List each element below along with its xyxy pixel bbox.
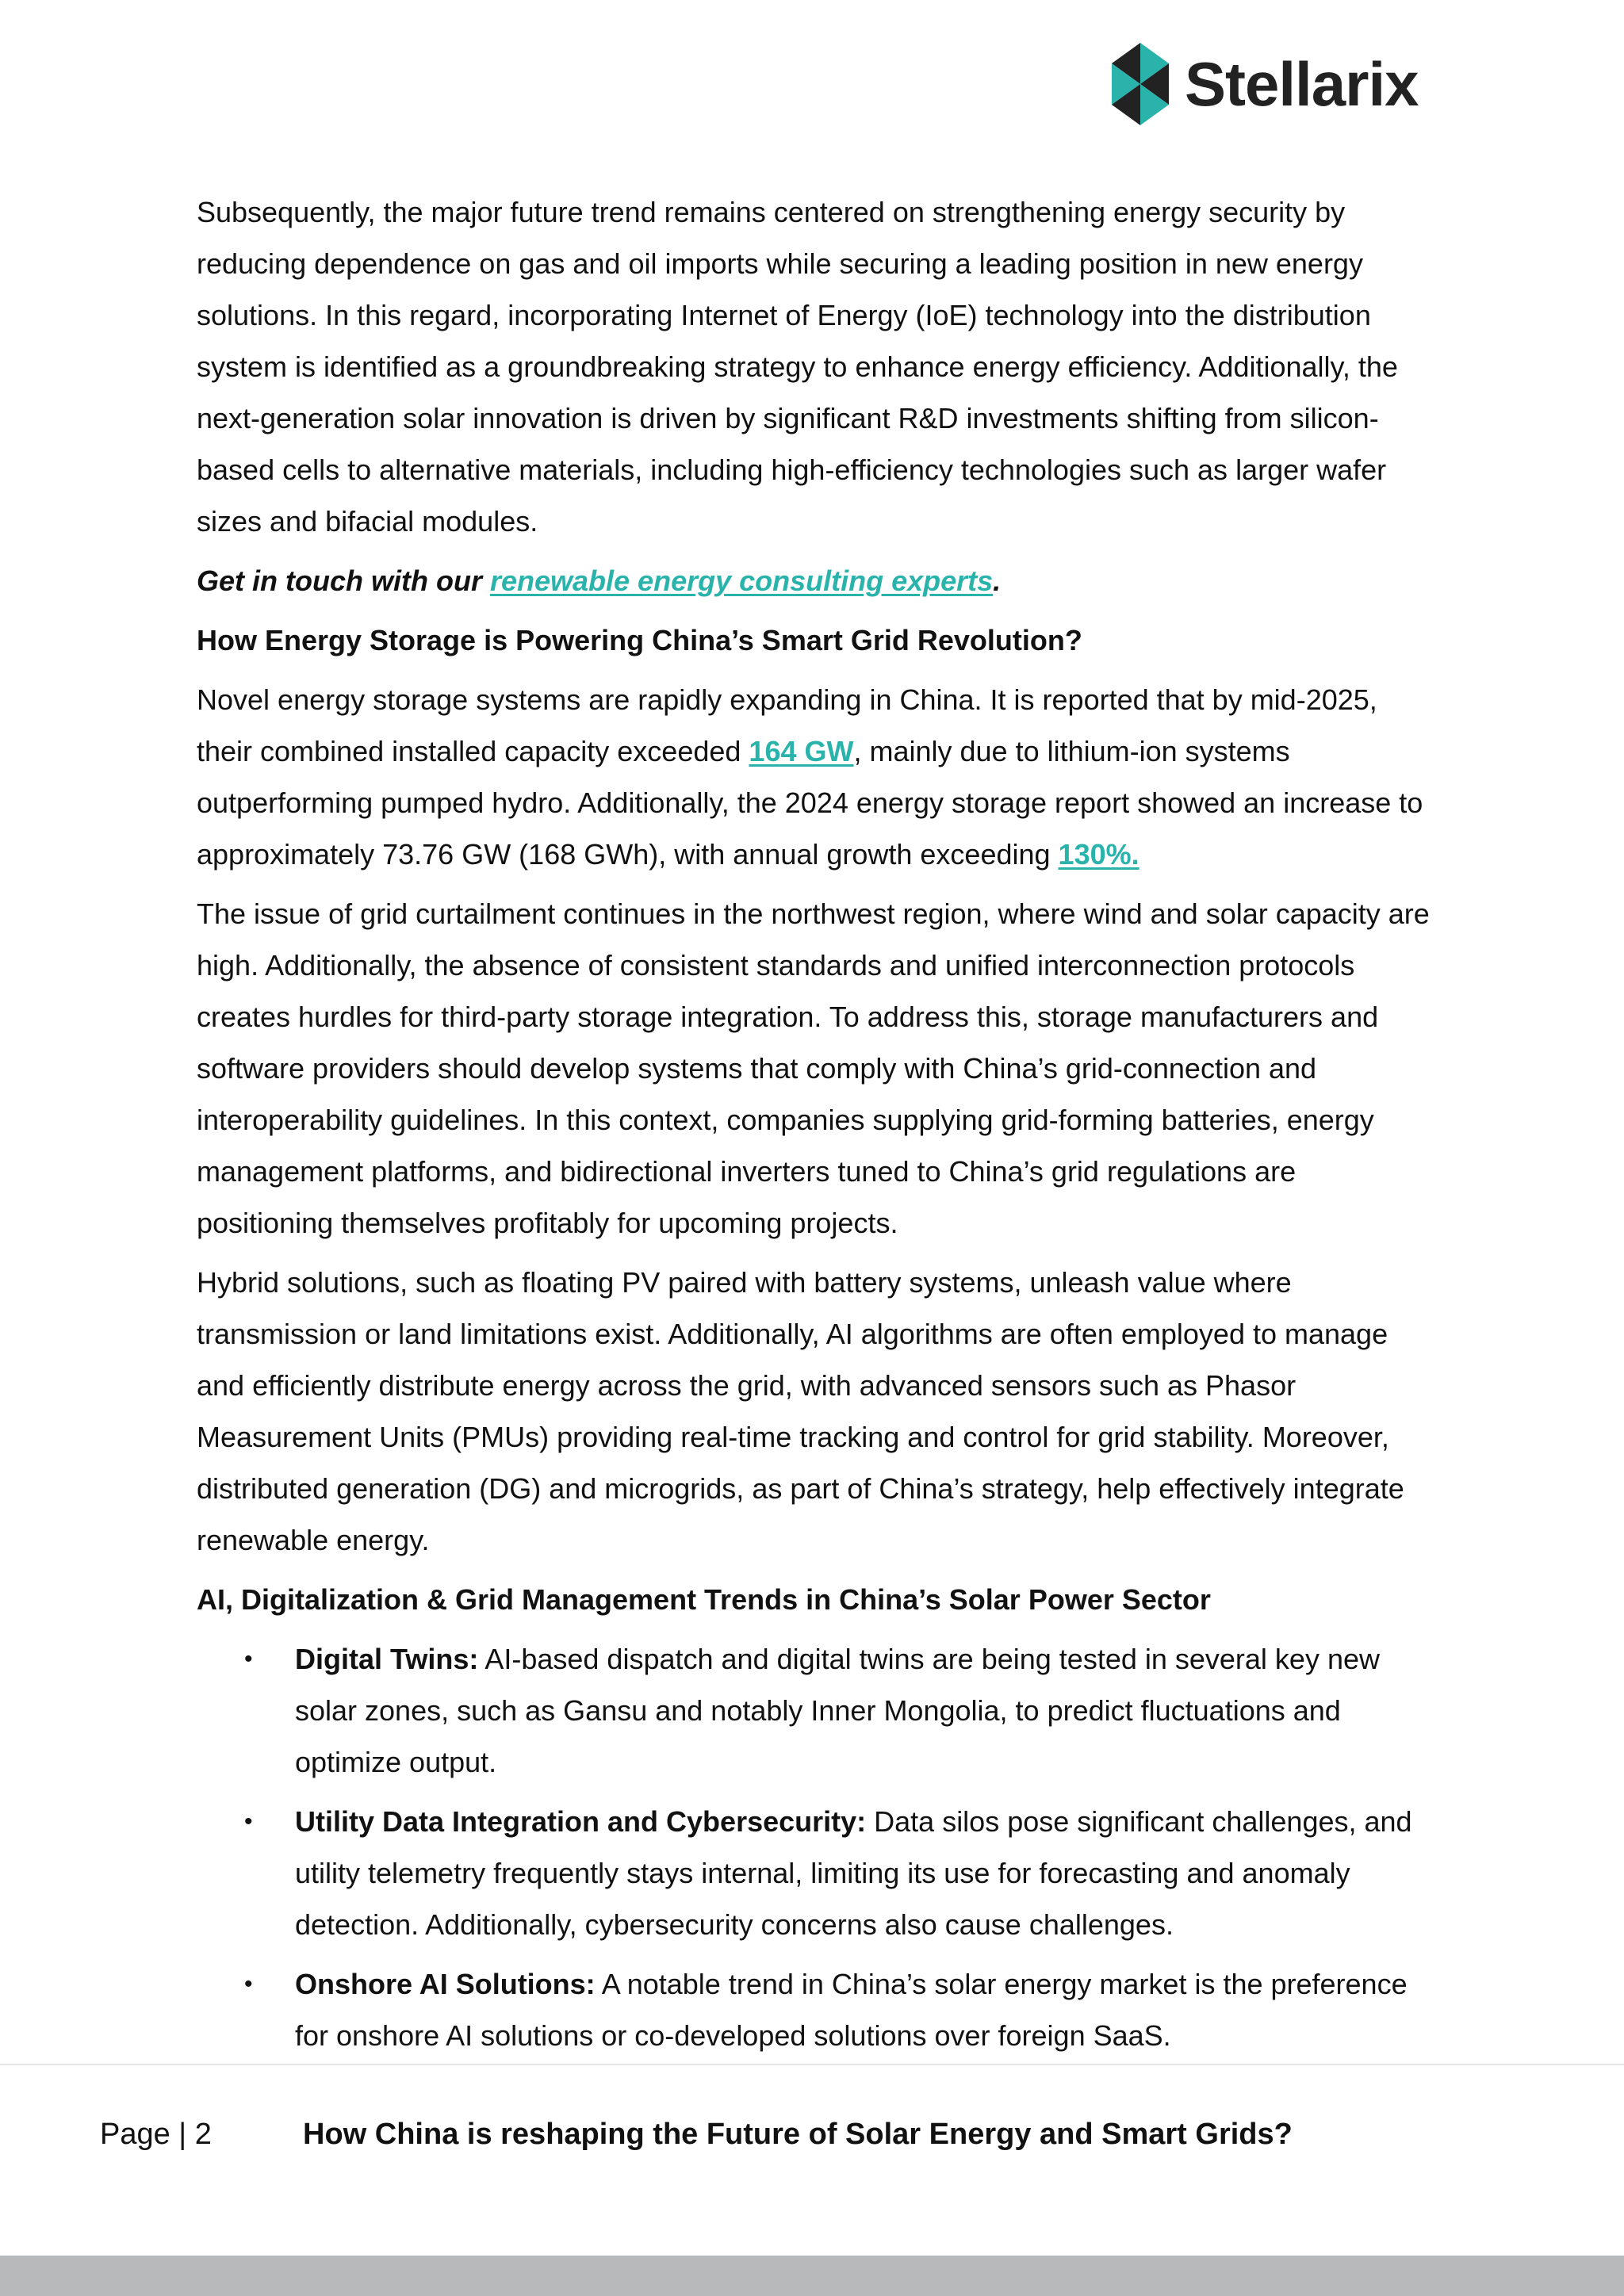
logo-wordmark: Stellarix: [1185, 49, 1419, 119]
page-number: Page | 2: [100, 2118, 212, 2151]
storage-text-1: Novel energy storage systems are rapidly expanding in China. It is reported that by mid-2025, their combined installed capacity exceeded: [197, 683, 1377, 767]
consulting-experts-link[interactable]: renewable energy consulting experts: [489, 564, 994, 597]
document-body: [197, 186, 1434, 2069]
bullet-marker: •: [244, 1808, 253, 1835]
trend-bullet-list: [197, 1633, 1434, 2061]
cta-prefix: Get in touch with our: [197, 564, 490, 597]
heading-energy-storage: How Energy Storage is Powering China’s Smart Grid Revolution?: [197, 624, 1082, 656]
capacity-164gw-link[interactable]: 164 GW: [749, 735, 854, 767]
storage-text-2: , mainly due to lithium-ion systems outperforming pumped hydro. Additionally, the 2024 energy storage report showed an increase to approximately 73.76 GW (168 GWh), with annual growth exceeding: [197, 735, 1423, 871]
stellarix-diamond-icon: [1112, 43, 1169, 125]
bullet-marker: •: [244, 1646, 253, 1672]
page-footer: [0, 2064, 1624, 2257]
cta-line: [197, 555, 1434, 607]
bullet-text: Data silos pose significant challenges, and utility telemetry frequently stays internal, limiting its use for forecasting and anomaly detection. Additionally, cybersecurity concerns also cause challenges.: [295, 1805, 1412, 1941]
bullet-marker: •: [244, 1971, 253, 1997]
bullet-term: Digital Twins:: [295, 1643, 479, 1675]
stellarix-logo: [1112, 43, 1419, 125]
bullet-term: Onshore AI Solutions:: [295, 1968, 596, 2000]
cta-suffix: .: [993, 564, 1002, 597]
paragraph-hybrid-solutions: Hybrid solutions, such as floating PV paired with battery systems, unleash value where transmission or land limitations exist. Additionally, AI algorithms are often employed to manage and efficiently distribute energy across the grid, with advanced sensors such as Phasor Measurement Units (PMUs) providing real-time tracking and control for grid stability. Moreover, distributed generation (DG) and microgrids, as part of China’s strategy, help effectively integrate renewable energy.: [197, 1266, 1404, 1556]
viewer-page-gap: [0, 2256, 1624, 2296]
paragraph-storage-capacity: [197, 674, 1434, 880]
bullet-text: AI-based dispatch and digital twins are being tested in several key new solar zones, such as Gansu and notably Inner Mongolia, to predict fluctuations and optimize output.: [295, 1643, 1380, 1778]
list-item: [197, 1796, 1434, 1950]
list-item: [197, 1633, 1434, 1788]
bullet-term: Utility Data Integration and Cybersecurity:: [295, 1805, 867, 1838]
footer-document-title: How China is reshaping the Future of Solar Energy and Smart Grids?: [303, 2118, 1293, 2151]
list-item: [197, 1958, 1434, 2061]
paragraph-energy-security: Subsequently, the major future trend remains centered on strengthening energy security by reducing dependence on gas and oil imports while securing a leading position in new energy solutions. In this regard, incorporating Internet of Energy (IoE) technology into the distribution system is identified as a groundbreaking strategy to enhance energy efficiency. Additionally, the next-generation solar innovation is driven by significant R&D investments shifting from silicon-based cells to alternative materials, including high-efficiency technologies such as larger wafer sizes and bifacial modules.: [197, 196, 1398, 538]
growth-130-link[interactable]: 130%.: [1058, 838, 1139, 871]
paragraph-grid-curtailment: The issue of grid curtailment continues in the northwest region, where wind and solar capacity are high. Additionally, the absence of consistent standards and unified interconnection protocols creates hurdles for third-party storage integration. To address this, storage manufacturers and software providers should develop systems that comply with China’s grid-connection and interoperability guidelines. In this context, companies supplying grid-forming batteries, energy management platforms, and bidirectional inverters tuned to China’s grid regulations are positioning themselves profitably for upcoming projects.: [197, 897, 1430, 1239]
bullet-text: A notable trend in China’s solar energy market is the preference for onshore AI solutions or co-developed solutions over foreign SaaS.: [295, 1968, 1408, 2052]
heading-ai-digitalization: AI, Digitalization & Grid Management Trends in China’s Solar Power Sector: [197, 1583, 1211, 1616]
